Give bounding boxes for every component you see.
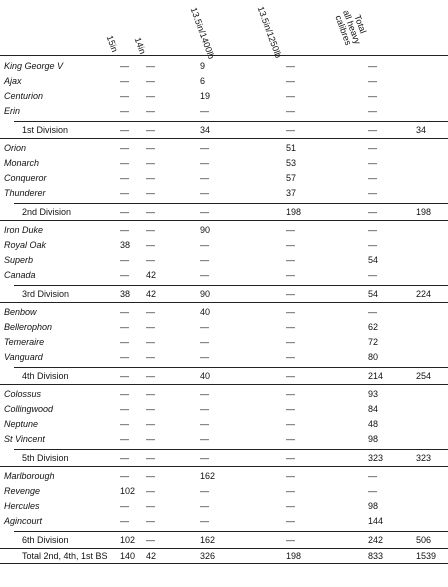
ship-name: Centurion xyxy=(4,91,44,101)
ship-name: Vanguard xyxy=(4,352,43,362)
value-cell: — xyxy=(146,486,155,496)
value-cell: 162 xyxy=(200,535,216,545)
value-cell: — xyxy=(120,471,129,481)
ship-row xyxy=(0,269,448,282)
value-cell: 93 xyxy=(368,389,379,399)
value-cell: — xyxy=(120,352,129,362)
value-cell: — xyxy=(120,337,129,347)
total-row xyxy=(0,550,448,563)
division-row xyxy=(0,124,448,137)
value-cell: — xyxy=(368,307,377,317)
ship-row xyxy=(0,157,448,170)
value-cell: — xyxy=(200,501,209,511)
value-cell: — xyxy=(120,125,129,135)
value-cell: — xyxy=(286,91,295,101)
value-cell: — xyxy=(146,188,155,198)
value-cell: 19 xyxy=(200,91,211,101)
row-divider xyxy=(0,466,448,467)
value-cell: — xyxy=(200,389,209,399)
row-divider xyxy=(0,55,448,56)
value-cell: — xyxy=(200,322,209,332)
ship-name: Monarch xyxy=(4,158,40,168)
value-cell: 102 xyxy=(120,535,136,545)
value-cell: — xyxy=(146,501,155,511)
value-cell: — xyxy=(146,76,155,86)
value-cell: — xyxy=(146,434,155,444)
value-cell: — xyxy=(146,337,155,347)
value-cell: 162 xyxy=(200,471,216,481)
value-cell: 9 xyxy=(200,61,206,71)
division-row xyxy=(0,452,448,465)
column-header: 13.5in/1400lb xyxy=(188,6,217,61)
value-cell: 90 xyxy=(200,289,211,299)
value-cell: — xyxy=(146,106,155,116)
value-cell: 62 xyxy=(368,322,379,332)
value-cell: — xyxy=(368,143,377,153)
value-cell: — xyxy=(368,188,377,198)
value-cell: — xyxy=(200,255,209,265)
ship-name: Revenge xyxy=(4,486,41,496)
value-cell: — xyxy=(368,76,377,86)
value-cell: 42 xyxy=(146,270,157,280)
value-cell: — xyxy=(368,173,377,183)
value-cell: 51 xyxy=(286,143,297,153)
division-row xyxy=(0,534,448,547)
value-cell: 102 xyxy=(120,486,136,496)
value-cell: — xyxy=(146,453,155,463)
value-cell: — xyxy=(120,173,129,183)
value-cell: 224 xyxy=(416,289,432,299)
value-cell: — xyxy=(120,158,129,168)
value-cell: 6 xyxy=(200,76,206,86)
value-cell: — xyxy=(146,371,155,381)
value-cell: — xyxy=(120,76,129,86)
value-cell: — xyxy=(120,270,129,280)
value-cell: — xyxy=(200,352,209,362)
value-cell: — xyxy=(120,188,129,198)
value-cell: — xyxy=(286,270,295,280)
ship-name: Thunderer xyxy=(4,188,46,198)
value-cell: — xyxy=(146,125,155,135)
ship-row xyxy=(0,224,448,237)
value-cell: 54 xyxy=(368,289,379,299)
value-cell: — xyxy=(286,289,295,299)
row-divider xyxy=(14,203,448,204)
value-cell: 42 xyxy=(146,289,157,299)
value-cell: — xyxy=(146,535,155,545)
ship-row xyxy=(0,336,448,349)
division-name: 4th Division xyxy=(22,371,69,381)
value-cell: 53 xyxy=(286,158,297,168)
ship-name: Orion xyxy=(4,143,27,153)
value-cell: — xyxy=(120,255,129,265)
value-cell: — xyxy=(200,143,209,153)
value-cell: — xyxy=(200,240,209,250)
value-cell: — xyxy=(146,389,155,399)
ship-row xyxy=(0,239,448,252)
column-header: 15in xyxy=(104,34,120,54)
value-cell: — xyxy=(120,453,129,463)
ship-name: Temeraire xyxy=(4,337,45,347)
ship-row xyxy=(0,470,448,483)
row-divider xyxy=(14,367,448,368)
value-cell: — xyxy=(120,307,129,317)
value-cell: 34 xyxy=(200,125,211,135)
value-cell: — xyxy=(368,106,377,116)
value-cell: 140 xyxy=(120,551,136,561)
value-cell: — xyxy=(146,143,155,153)
division-name: 3rd Division xyxy=(22,289,70,299)
row-divider xyxy=(0,302,448,303)
value-cell: — xyxy=(146,173,155,183)
value-cell: — xyxy=(146,158,155,168)
value-cell: — xyxy=(286,76,295,86)
value-cell: — xyxy=(120,207,129,217)
ship-row xyxy=(0,60,448,73)
value-cell: 42 xyxy=(146,551,157,561)
value-cell: — xyxy=(200,419,209,429)
value-cell: — xyxy=(286,225,295,235)
row-divider xyxy=(14,531,448,532)
value-cell: — xyxy=(200,337,209,347)
ship-row xyxy=(0,403,448,416)
ship-row xyxy=(0,321,448,334)
ship-name: Marlborough xyxy=(4,471,55,481)
value-cell: 40 xyxy=(200,371,211,381)
column-header: 14in xyxy=(132,36,148,56)
value-cell: 38 xyxy=(120,289,131,299)
ship-row xyxy=(0,515,448,528)
value-cell: 90 xyxy=(200,225,211,235)
value-cell: — xyxy=(286,371,295,381)
value-cell: — xyxy=(286,516,295,526)
ship-row xyxy=(0,142,448,155)
value-cell: — xyxy=(200,173,209,183)
value-cell: — xyxy=(286,535,295,545)
ship-name: St Vincent xyxy=(4,434,45,444)
value-cell: — xyxy=(368,225,377,235)
value-cell: 38 xyxy=(120,240,131,250)
value-cell: 506 xyxy=(416,535,432,545)
value-cell: 144 xyxy=(368,516,384,526)
ship-row xyxy=(0,172,448,185)
row-divider xyxy=(0,220,448,221)
value-cell: — xyxy=(120,106,129,116)
value-cell: — xyxy=(120,225,129,235)
division-row xyxy=(0,288,448,301)
value-cell: — xyxy=(368,486,377,496)
ship-name: Agincourt xyxy=(4,516,43,526)
column-header: 13.5in/1250lb xyxy=(255,5,284,60)
value-cell: — xyxy=(146,404,155,414)
row-divider xyxy=(14,121,448,122)
value-cell: — xyxy=(200,404,209,414)
value-cell: — xyxy=(120,434,129,444)
value-cell: 833 xyxy=(368,551,384,561)
value-cell: 198 xyxy=(416,207,432,217)
value-cell: 54 xyxy=(368,255,379,265)
ship-row xyxy=(0,388,448,401)
division-row xyxy=(0,206,448,219)
value-cell: — xyxy=(286,322,295,332)
value-cell: 48 xyxy=(368,419,379,429)
ship-row xyxy=(0,306,448,319)
value-cell: — xyxy=(286,389,295,399)
ship-name: King George V xyxy=(4,61,64,71)
ship-name: Collingwood xyxy=(4,404,54,414)
total-label: Total 2nd, 4th, 1st BS xyxy=(22,551,108,561)
value-cell: — xyxy=(120,419,129,429)
ship-name: Canada xyxy=(4,270,36,280)
ship-row xyxy=(0,418,448,431)
value-cell: — xyxy=(146,471,155,481)
ship-row xyxy=(0,187,448,200)
value-cell: — xyxy=(146,207,155,217)
ship-name: Hercules xyxy=(4,501,40,511)
value-cell: — xyxy=(120,91,129,101)
value-cell: — xyxy=(368,125,377,135)
ship-name: Conqueror xyxy=(4,173,47,183)
value-cell: 1539 xyxy=(416,551,437,561)
ship-row xyxy=(0,485,448,498)
value-cell: — xyxy=(200,106,209,116)
value-cell: — xyxy=(286,404,295,414)
value-cell: — xyxy=(200,453,209,463)
value-cell: 198 xyxy=(286,207,302,217)
value-cell: — xyxy=(200,207,209,217)
value-cell: — xyxy=(120,143,129,153)
value-cell: — xyxy=(286,486,295,496)
value-cell: — xyxy=(286,434,295,444)
value-cell: — xyxy=(368,91,377,101)
value-cell: 326 xyxy=(200,551,216,561)
value-cell: — xyxy=(146,419,155,429)
row-divider xyxy=(0,384,448,385)
value-cell: — xyxy=(286,337,295,347)
value-cell: — xyxy=(286,352,295,362)
value-cell: — xyxy=(200,270,209,280)
value-cell: — xyxy=(200,516,209,526)
value-cell: 323 xyxy=(416,453,432,463)
ship-name: Bellerophon xyxy=(4,322,53,332)
value-cell: — xyxy=(120,389,129,399)
value-cell: — xyxy=(146,255,155,265)
ship-name: Iron Duke xyxy=(4,225,44,235)
value-cell: — xyxy=(146,516,155,526)
value-cell: 98 xyxy=(368,434,379,444)
value-cell: — xyxy=(146,91,155,101)
value-cell: — xyxy=(286,125,295,135)
row-divider xyxy=(0,138,448,139)
division-name: 2nd Division xyxy=(22,207,72,217)
value-cell: — xyxy=(368,270,377,280)
row-divider xyxy=(0,563,448,564)
value-cell: — xyxy=(120,501,129,511)
column-header: Total all heavy calibres xyxy=(333,8,369,47)
value-cell: 34 xyxy=(416,125,427,135)
value-cell: 214 xyxy=(368,371,384,381)
value-cell: — xyxy=(200,188,209,198)
value-cell: — xyxy=(120,516,129,526)
value-cell: — xyxy=(286,106,295,116)
value-cell: — xyxy=(286,240,295,250)
value-cell: — xyxy=(368,471,377,481)
value-cell: — xyxy=(286,307,295,317)
value-cell: — xyxy=(146,322,155,332)
ship-row xyxy=(0,254,448,267)
value-cell: — xyxy=(146,307,155,317)
ship-name: Superb xyxy=(4,255,34,265)
value-cell: — xyxy=(368,61,377,71)
value-cell: — xyxy=(286,501,295,511)
value-cell: — xyxy=(368,207,377,217)
value-cell: — xyxy=(286,255,295,265)
ship-name: Benbow xyxy=(4,307,37,317)
row-divider xyxy=(0,548,448,549)
ship-row xyxy=(0,433,448,446)
value-cell: 80 xyxy=(368,352,379,362)
value-cell: 57 xyxy=(286,173,297,183)
ship-row xyxy=(0,105,448,118)
value-cell: — xyxy=(200,158,209,168)
value-cell: 72 xyxy=(368,337,379,347)
value-cell: — xyxy=(120,404,129,414)
value-cell: — xyxy=(200,486,209,496)
value-cell: — xyxy=(120,322,129,332)
ship-name: Colossus xyxy=(4,389,42,399)
division-name: 1st Division xyxy=(22,125,69,135)
value-cell: — xyxy=(120,61,129,71)
division-row xyxy=(0,370,448,383)
value-cell: — xyxy=(146,240,155,250)
ship-name: Royal Oak xyxy=(4,240,47,250)
value-cell: — xyxy=(286,419,295,429)
value-cell: — xyxy=(146,225,155,235)
value-cell: 84 xyxy=(368,404,379,414)
ship-row xyxy=(0,351,448,364)
value-cell: — xyxy=(286,453,295,463)
value-cell: — xyxy=(286,61,295,71)
row-divider xyxy=(14,449,448,450)
ship-name: Ajax xyxy=(4,76,22,86)
value-cell: — xyxy=(146,352,155,362)
value-cell: 198 xyxy=(286,551,302,561)
ship-row xyxy=(0,90,448,103)
value-cell: 98 xyxy=(368,501,379,511)
value-cell: — xyxy=(368,158,377,168)
division-name: 6th Division xyxy=(22,535,69,545)
ship-name: Erin xyxy=(4,106,21,116)
value-cell: 37 xyxy=(286,188,297,198)
value-cell: — xyxy=(286,471,295,481)
row-divider xyxy=(14,285,448,286)
ship-row xyxy=(0,500,448,513)
value-cell: 242 xyxy=(368,535,384,545)
value-cell: — xyxy=(120,371,129,381)
value-cell: — xyxy=(368,240,377,250)
value-cell: — xyxy=(146,61,155,71)
value-cell: 40 xyxy=(200,307,211,317)
division-name: 5th Division xyxy=(22,453,69,463)
value-cell: 254 xyxy=(416,371,432,381)
ship-name: Neptune xyxy=(4,419,39,429)
value-cell: — xyxy=(200,434,209,444)
value-cell: 323 xyxy=(368,453,384,463)
ship-row xyxy=(0,75,448,88)
